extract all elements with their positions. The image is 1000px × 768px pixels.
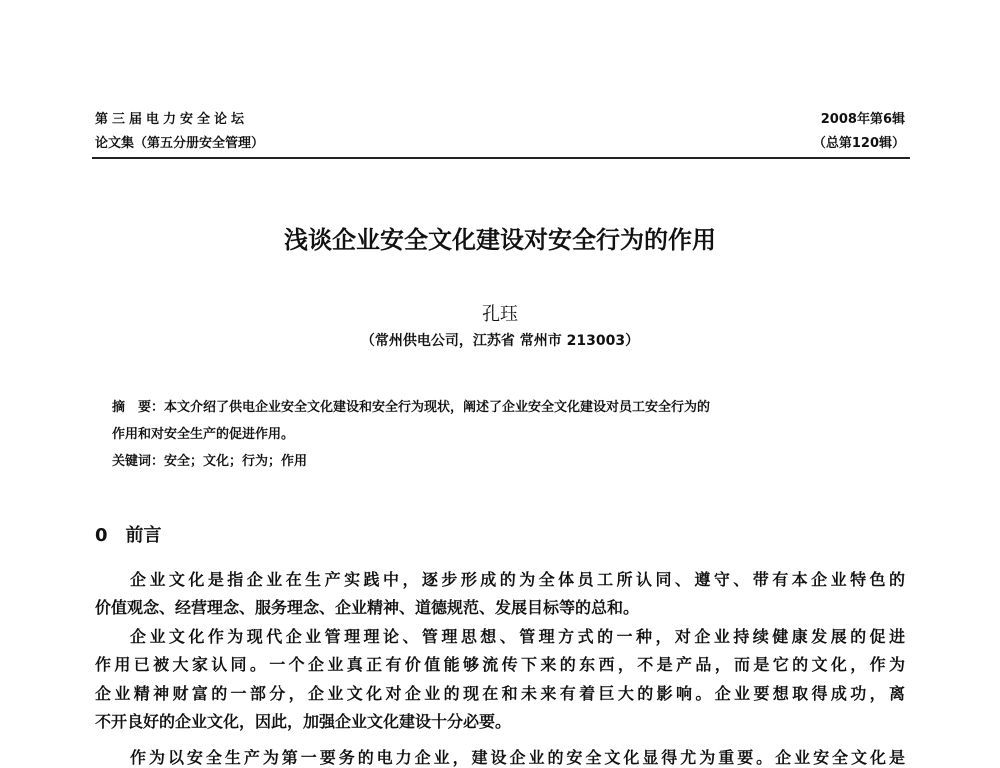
keywords: 关键词：安全；文化；行为；作用	[112, 454, 308, 469]
header-rule	[92, 157, 910, 159]
abstract-line-1: 摘 要：本文介绍了供电企业安全文化建设和安全行为现状，阐述了企业安全文化建设对员工安全行为的	[112, 400, 711, 415]
affiliation: （常州供电公司，江苏省 常州市 213003）	[360, 333, 640, 349]
journal-name: 第三届电力安全论坛	[95, 112, 249, 127]
section-heading: 0 前言	[95, 525, 162, 546]
body-line: 企业精神财富的一部分，企业文化对企业的现在和未来有着巨大的影响。企业要想取得成功，离	[95, 684, 905, 703]
paper-title: 浅谈企业安全文化建设对安全行为的作用	[284, 226, 716, 254]
journal-subtitle: 论文集（第五分册安全管理）	[95, 136, 265, 151]
body-line: 价值观念、经营理念、服务理念、企业精神、道德规范、发展目标等的总和。	[95, 598, 640, 617]
body-line: 作用已被大家认同。一个企业真正有价值能够流传下来的东西，不是产品，而是它的文化，作为	[95, 655, 905, 674]
body-line: 不开良好的企业文化，因此，加强企业文化建设十分必要。	[95, 712, 512, 731]
total-issue: （总第120辑）	[812, 136, 905, 151]
body-line: 作为以安全生产为第一要务的电力企业，建设企业的安全文化显得尤为重要。企业安全文化是	[130, 748, 905, 767]
abstract-line-2: 作用和对安全生产的促进作用。	[112, 427, 295, 442]
body-line: 企业文化作为现代企业管理理论、管理思想、管理方式的一种，对企业持续健康发展的促进	[130, 627, 905, 646]
author: 孔珏	[482, 304, 518, 325]
body-line: 企业文化是指企业在生产实践中，逐步形成的为全体员工所认同、遵守、带有本企业特色的	[130, 570, 905, 589]
issue-number: 2008年第6辑	[820, 112, 905, 127]
